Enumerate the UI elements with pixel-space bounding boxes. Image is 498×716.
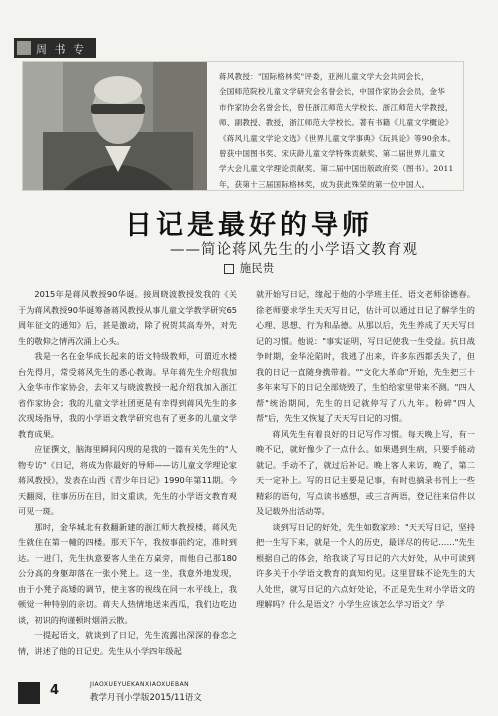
journal-name: 教学月刊小学版2015/11语文 (90, 693, 202, 703)
paragraph: 我是一名在金华成长起来的语文特级教师，可谓近水楼台先得月，常受蒋风先生的悉心教诲。早年蒋先生介绍我加入金华市作家协会，去年又与晓波教授一起介绍我加入浙江省作家协会；我的儿童文学社团更是有幸得到蒋风先生的多次现场指导，我的小学语文教学研究也有了更多的儿童文学教育成果。 (18, 351, 237, 439)
author-line (0, 260, 498, 276)
page-footer (18, 678, 478, 706)
author-bio-box (22, 61, 464, 191)
bio-line: 蒋风教授："国际格林奖"评委，亚洲儿童文学大会共同会长， (219, 72, 430, 81)
article-title: 日记是最好的导师 (125, 210, 373, 241)
portrait-image (23, 62, 207, 190)
left-column (18, 287, 237, 659)
bio-text (219, 69, 459, 192)
bio-line: 《蒋风儿童文学论文选》《世界儿童文学事典》《玩具论》等90余本。 (219, 133, 456, 143)
bio-line: 年，获第十三届国际格林奖，成为获此殊荣的第一位中国人。 (219, 179, 430, 189)
paragraph: 那时，金华城北有救翻新建的浙江师大教授楼，蒋风先生就住在第一幢的四楼。那天下午，我按事前约定，准时到达。一进门，先生执意要客人坐在方桌旁，而他自己那180公分高的身躯却落在一张小凳上。这一坐，我意外地发现，由于小凳子高矮的调节，使主客的视线在同一水平线上，我顿觉一种特别的亲切。蒋夫人热情地送来西瓜，我们边吃边谈，初识的拘谨顿时烟消云散。 (18, 521, 237, 625)
journal-pinyin: JIAOXUEYUEKANXIAOXUEBAN (90, 681, 190, 688)
footer-block (18, 682, 40, 704)
section-tab-label: 周 书 专 (36, 43, 86, 56)
bio-line: 师、副教授、教授，浙江师范大学校长。著有书籍《儿童文学概论》 (219, 118, 453, 128)
square-icon (224, 264, 234, 274)
page-number: 4 (50, 683, 60, 698)
paragraph: 蒋风先生有着良好的日记写作习惯。每天晚上写，有一晚不记，就好像少了一点什么。如果遇到生病，只要手能动就记。手动不了，就过后补记。晚上客人来访，晚了，第二天一定补上。写的日记主要是记事，有时也摘录书刊上一些精彩的语句，写点读书感想，或三言两语，登记往来信件以及记载外出活动等。 (256, 428, 475, 516)
bio-line: 学大会儿童文学理论贡献奖、第二届中国出版政府奖（图书）。2011 (219, 164, 454, 174)
paragraph: 2015年是蒋风教授90华诞。接周晓波教授发我的《关于为蒋风教授90华诞筹备蒋风教授从事儿童文学教学研究65周年征文的通知》后，甚是激动，除了祝贺其高寿外，对先生的敬仰之情再次涌上心头。 (18, 289, 237, 346)
section-tab (14, 38, 96, 58)
bio-line: 全国师范院校儿童文学研究会名誉会长，中国作家协会会员，金华 (219, 87, 446, 97)
author-name: 施民贵 (239, 261, 275, 275)
right-column (256, 287, 475, 613)
portrait-photo (23, 62, 207, 190)
paragraph: 一提起语文，就谈到了日记，先生流露出深深的眷恋之情，讲述了他的日记史。先生从小学四年级起 (18, 630, 237, 656)
tab-square-icon (17, 41, 31, 55)
article-subtitle: ——简论蒋风先生的小学语文教育观 (170, 242, 418, 258)
bio-line: 曾获中国图书奖、宋庆龄儿童文学特殊贡献奖、第二届世界儿童文 (219, 149, 446, 159)
paragraph: 谈到写日记的好处，先生如数家珍："天天写日记，坚持把一生写下来，就是一个人的历史，最详尽的传记……"先生根据自己的体会，给我谈了写日记的六大好处，从中可读到许多关于小学语文教育的真知灼见。这里冒昧不论先生的大人处世，就写日记的六点好处论，不正是先生对小学语文的理解吗？什么是语文？小学生应该怎么学习语文？学 (256, 521, 475, 609)
paragraph: 应征撰文，脑海里瞬间闪现的是我的一篇有关先生的"人物专访"《日记，将成为你最好的导师——访儿童文学理论家蒋风教授》，发表在山西《青少年日记》1990年第11期。今天翻阅，往事历历在目，旧文重读，先生的小学语文教育观可见一斑。 (18, 444, 237, 516)
paragraph: 就开始写日记，缘起于他的小学班主任、语文老师徐德春。徐老师要求学生天天写日记，估计可以通过日记了解学生的心理、思想、行为和品德。从那以后，先生养成了天天写日记的习惯。他说："事实证明，写日记使我一生受益。抗日战争时期，金华沦陷时，我逃了出来，许多东西都丢失了，但我的日记一直随身携带着。""文化大革命"开始，先生把三十多年来写下的日记全部烧毁了，生怕给家里带来不测。"四人帮"统治期间，先生的日记就停写了八九年。粉碎"四人帮"后，先生又恢复了天天写日记的习惯。 (256, 289, 475, 423)
bio-line: 市作家协会名誉会长，曾任浙江师范大学校长、浙江师范大学教授， (219, 102, 453, 112)
